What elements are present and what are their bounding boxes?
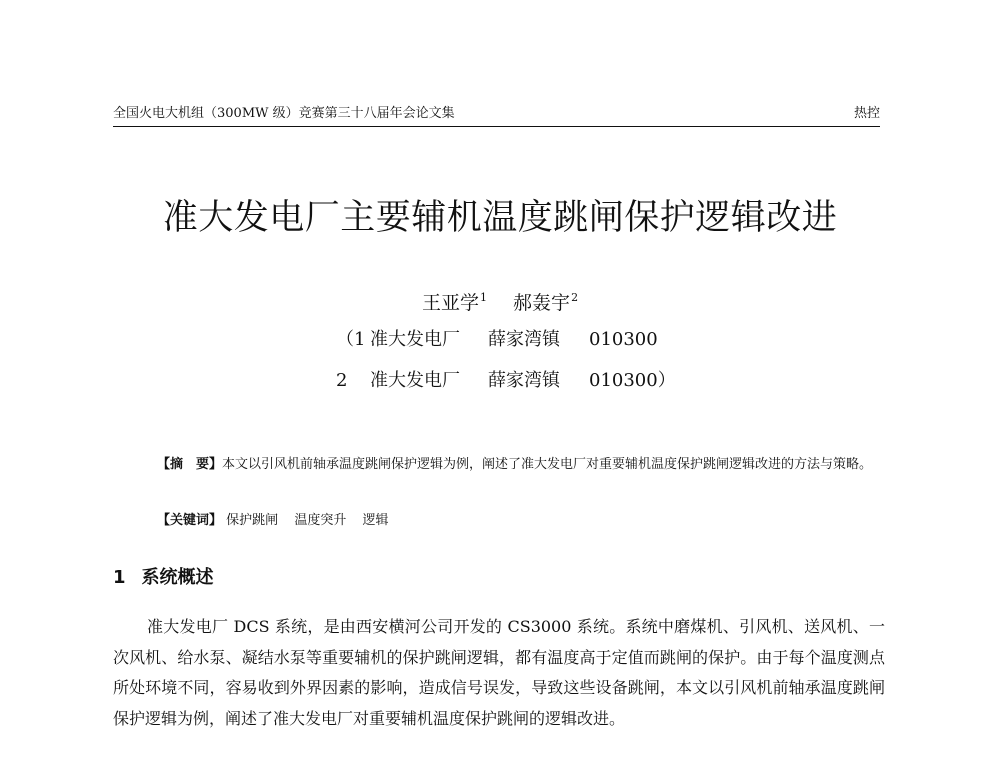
keywords: [157, 509, 400, 533]
affiliation-number: 2: [336, 370, 348, 391]
affiliation-institution: 准大发电厂: [370, 329, 460, 350]
section-title: 系统概述: [141, 567, 214, 588]
keywords-label: 【关键词】: [157, 513, 223, 528]
affiliation-town: 薛家湾镇: [488, 370, 560, 391]
abstract-label: 【摘 要】: [157, 457, 223, 472]
body-paragraph: 准大发电厂 DCS 系统，是由西安横河公司开发的 CS3000 系统。系统中磨煤机、引风机、送风机、一次风机、给水泵、凝结水泵等重要辅机的保护跳闸逻辑，都有温度高于定值而跳闸的保护。由于每个温度测点所处环境不同，容易收到外界因素的影响，造成信号误发，导致这些设备跳闸，本文以引风机前轴承温度跳闸保护逻辑为例，阐述了准大发电厂对重要辅机温度保护跳闸的逻辑改进。: [113, 617, 885, 728]
keyword: 逻辑: [362, 513, 389, 528]
author-name: 王亚学: [421, 292, 479, 314]
author-superscript: 1: [479, 291, 487, 304]
author-line: [0, 286, 1000, 315]
affiliation-institution: 准大发电厂: [370, 370, 460, 391]
affiliation-1: [336, 328, 658, 352]
affiliation-number: （1: [336, 329, 366, 350]
section-number: 1: [113, 567, 126, 588]
keyword: 保护跳闸: [226, 513, 279, 528]
author-superscript: 2: [571, 291, 579, 304]
author-name: 郝轰宇: [513, 292, 571, 314]
affiliation-town: 薛家湾镇: [488, 329, 560, 350]
paper-title: 准大发电厂主要辅机温度跳闸保护逻辑改进: [162, 198, 838, 238]
affiliation-2: [336, 369, 676, 393]
header-rule: [113, 126, 880, 127]
affiliation-postcode: 010300）: [589, 370, 676, 391]
running-header-left: 全国火电大机组（300MW 级）竞赛第三十八届年会论文集: [113, 106, 455, 121]
section-heading: [113, 566, 214, 590]
keyword: 温度突升: [294, 513, 347, 528]
affiliation-postcode: 010300: [589, 329, 658, 350]
abstract-text: 本文以引风机前轴承温度跳闸保护逻辑为例，阐述了准大发电厂对重要辅机温度保护跳闸逻辑改进的方法与策略。: [222, 457, 873, 472]
abstract: [113, 451, 885, 479]
running-header-right: 热控: [853, 106, 880, 121]
